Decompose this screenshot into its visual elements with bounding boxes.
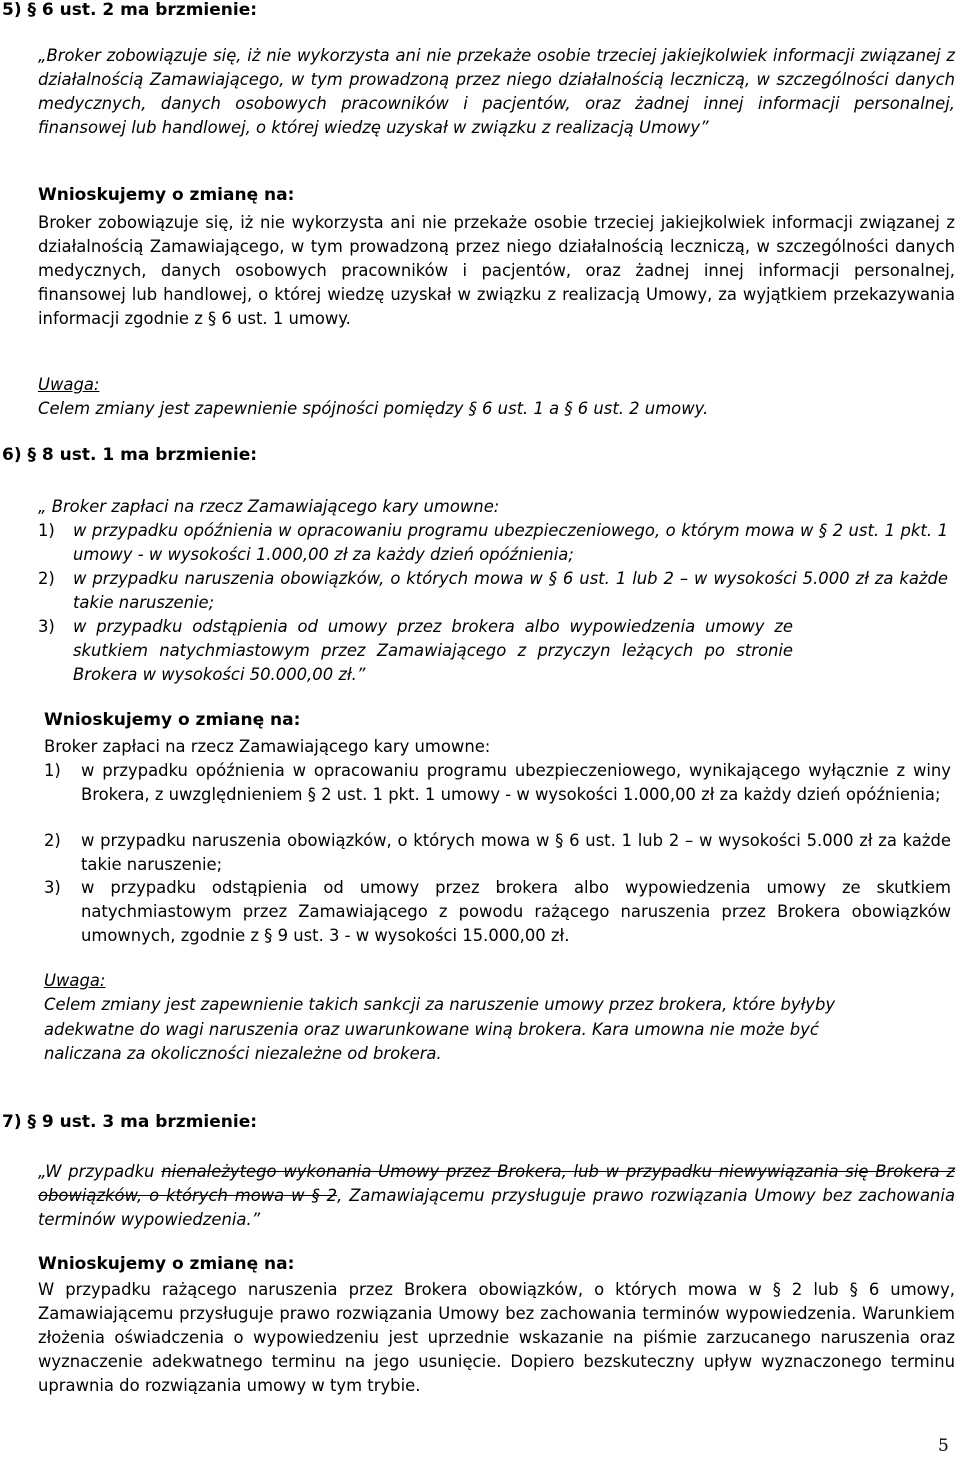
list-number: 2) [44, 831, 61, 850]
section-5-note-text: Celem zmiany jest zapewnienie spójności pomiędzy § 6 ust. 1 a § 6 ust. 2 umowy. [38, 399, 709, 418]
list-item-text: w przypadku odstąpienia od umowy przez brokera albo wypowiedzenia umowy ze skutkiem natychmiastowym przez Zamawiającego z powodu rażącego naruszenia przez Brokera obowiązków umownych, zgodnie z § 9 ust. 3 - w wysokości 15.000,00 zł. [81, 878, 951, 945]
section-6-request-item [44, 759, 955, 807]
section-5-header: 5) § 6 ust. 2 ma brzmienie: [2, 0, 258, 20]
section-6-current-item [38, 567, 955, 615]
current-text-part: „W przypadku [38, 1162, 162, 1181]
section-6-current-intro: „ Broker zapłaci na rzecz Zamawiającego kary umowne: [38, 497, 500, 516]
list-number: 1) [44, 761, 61, 780]
list-number: 1) [38, 521, 55, 540]
section-6-request-label: Wnioskujemy o zmianę na: [44, 710, 301, 730]
section-6-note-label: Uwaga: [44, 971, 106, 990]
section-6-request-item [44, 829, 955, 877]
section-6-current-item [38, 615, 955, 687]
section-6-header: 6) § 8 ust. 1 ma brzmienie: [2, 445, 258, 465]
current-text-part: , Zamawiającemu przysługuje prawo rozwiązania Umowy bez zachowania terminów wypowiedzenia.” [38, 1186, 955, 1230]
section-5-note-label: Uwaga: [38, 375, 100, 394]
section-6-current-item [38, 519, 955, 567]
section-5-request-label: Wnioskujemy o zmianę na: [38, 185, 295, 205]
list-item-text: w przypadku naruszenia obowiązków, o których mowa w § 6 ust. 1 lub 2 – w wysokości 5.000 zł za każde takie naruszenie; [81, 831, 951, 874]
list-item-text: w przypadku opóźnienia w opracowaniu programu ubezpieczeniowego, wynikającego wyłącznie z winy Brokera, z uwzględnieniem § 2 ust. 1 pkt. 1 umowy - w wysokości 1.000,00 zł za każdy dzień opóźnienia; [81, 761, 951, 804]
section-7-current-text [38, 1160, 955, 1232]
list-number: 3) [44, 878, 61, 897]
list-item-text: w przypadku naruszenia obowiązków, o których mowa w § 6 ust. 1 lub 2 – w wysokości 5.000 zł za każde takie naruszenie; [73, 569, 948, 612]
struck-text: nienależytego wykonania Umowy przez Brokera, lub w przypadku niewywiązania się Brokera z obowiązków, o których mowa w § 2 [38, 1162, 955, 1206]
list-number: 2) [38, 569, 55, 588]
section-5-request-text: Broker zobowiązuje się, iż nie wykorzysta ani nie przekaże osobie trzeciej jakiejkolwiek informacji związanej z działalnością Zamawiającego, w tym prowadzoną przez niego działalnością leczniczą, w szczególności danych medycznych, danych osobowych pracowników i pacjentów, oraz żadnej innej informacji personalnej, finansowej lub handlowej, o której wiedzę uzyskał w związku z realizacją Umowy, za wyjątkiem przekazywania informacji zgodnie z § 6 ust. 1 umowy. [38, 213, 955, 329]
list-number: 3) [38, 617, 55, 636]
section-6-request-intro: Broker zapłaci na rzecz Zamawiającego kary umowne: [44, 737, 491, 756]
list-item-text: w przypadku odstąpienia od umowy przez brokera albo wypowiedzenia umowy ze skutkiem natychmiastowym przez Zamawiającego z przyczyn leżących po stronie Brokera w wysokości 50.000,00 zł.” [73, 617, 793, 684]
section-5-current-text: „Broker zobowiązuje się, iż nie wykorzysta ani nie przekaże osobie trzeciej jakiejkolwiek informacji związanej z działalnością Zamawiającego, w tym prowadzoną przez niego działalnością leczniczą, w szczególności danych medycznych, danych osobowych pracowników i pacjentów, oraz żadnej innej informacji personalnej, finansowej lub handlowej, o której wiedzę uzyskał w związku z realizacją Umowy” [38, 46, 955, 138]
list-item-text: w przypadku opóźnienia w opracowaniu programu ubezpieczeniowego, o którym mowa w § 2 ust. 1 pkt. 1 umowy - w wysokości 1.000,00 zł za każdy dzień opóźnienia; [73, 521, 948, 564]
section-7-request-text: W przypadku rażącego naruszenia przez Brokera obowiązków, o których mowa w § 2 lub § 6 umowy, Zamawiającemu przysługuje prawo rozwiązania Umowy bez zachowania terminów wypowiedzenia. Warunkiem złożenia oświadczenia o wypowiedzeniu jest uprzednie wskazanie na piśmie zarzucanego naruszenia oraz wyznaczenie adekwatnego terminu na jego usunięcie. Dopiero bezskuteczny upływ wyznaczonego terminu uprawnia do rozwiązania umowy w tym trybie. [38, 1280, 955, 1396]
section-7-request-label: Wnioskujemy o zmianę na: [38, 1254, 295, 1274]
page-number: 5 [938, 1436, 949, 1456]
section-6-request-item [44, 876, 955, 948]
section-7-header: 7) § 9 ust. 3 ma brzmienie: [2, 1112, 258, 1132]
section-6-note-text: Celem zmiany jest zapewnienie takich sankcji za naruszenie umowy przez brokera, które byłyby adekwatne do wagi naruszenia oraz uwarunkowane winą brokera. Kara umowna nie może być naliczana za okoliczności niezależne od brokera. [44, 995, 836, 1063]
